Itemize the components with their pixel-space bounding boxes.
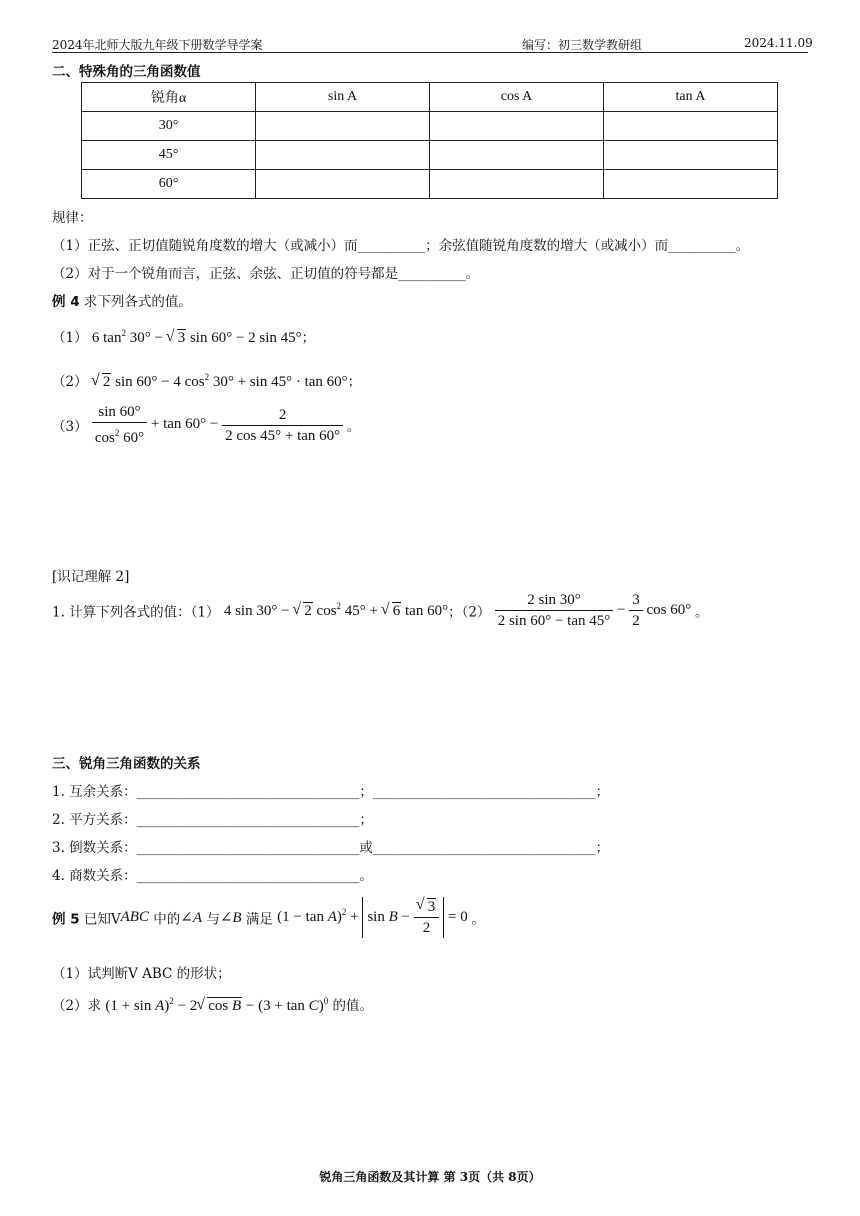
rule-1: （1）正弦、正切值随锐角度数的增大（或减小）而__________；余弦值随锐角度数的增大（或减小）而__________。 [52, 238, 750, 254]
recall-question-1: 1. 计算下列各式的值：（1） 4 sin 30° − √ 2 $\cos^2 45^\circ$ + √ 6 tan 60°；（2） $\frac{2 \sin 30^\circ}{2 \sin 60^\circ - \tan 45^\circ}$ − $\frac{3}{2}$ cos 60° 。 [52, 590, 708, 631]
formula-recall-1: 4 sin 30° − √ 2 $\cos^2 45^\circ$ + √ 6 tan 60° [224, 603, 448, 619]
example5-label: 例 5 [52, 911, 80, 928]
table-cell-blank[interactable] [430, 141, 604, 170]
question-mid: ；（2） [448, 604, 491, 621]
table-cell-blank[interactable] [604, 112, 778, 141]
table-cell-blank[interactable] [256, 141, 430, 170]
formula-1: 6 $\tan^2 30^\circ$ − √ 3 sin 60° − 2 sin 45° [92, 330, 302, 346]
table-header-cos: cos A [430, 83, 604, 112]
table-cell-blank[interactable] [604, 141, 778, 170]
section2-title: 二、特殊角的三角函数值 [52, 64, 201, 80]
example4-part3: （3） $\frac{\sin 60^\circ}{\cos^2 60^\circ}$ + tan 60° − $\frac{2}{2 \cos 45^\circ + \tan 60^\circ}$ 。 [52, 404, 361, 446]
recall-title: [识记理解 2] [52, 569, 130, 585]
formula-3: $\frac{\sin 60^\circ}{\cos^2 60^\circ}$ + tan 60° − $\frac{2}{2 \cos 45^\circ + \tan 60^\circ}$ [92, 416, 347, 432]
rules-title: 规律： [52, 210, 93, 226]
formula-condition: $(1 - \tan A)^2 + \sin B$ − √ $\frac{3}{2}$ = 0 [277, 909, 471, 925]
header-center: 编写：初三数学教研组 [522, 38, 643, 52]
page-footer: 锐角三角函数及其计算 第 3页（共 8页） [319, 1170, 541, 1184]
example4-part1: （1） 6 $\tan^2 30^\circ$ − √ 3 sin 60° − 2 sin 45°； [52, 326, 315, 347]
example5-text: 满足 [245, 911, 273, 928]
relation-quotient: 4. 商数关系：_________________________________。 [52, 868, 373, 884]
section3-title: 三、锐角三角函数的关系 [52, 756, 201, 772]
table-row-angle: 30° [82, 112, 256, 141]
table-header-sin: sin A [256, 83, 430, 112]
table-row [82, 141, 778, 170]
table-header-tan: tan A [604, 83, 778, 112]
example5-text: 已知V [83, 911, 121, 928]
example5-heading: 例 5 已知VABC 中的∠A 与∠B 满足 $(1 - \tan A)^2 + \sin B$ − √ $\frac{3}{2}$ = 0 。 [52, 897, 485, 938]
example5-text: 与 [206, 911, 220, 928]
table-row [82, 112, 778, 141]
table-row-angle: 60° [82, 170, 256, 199]
part-number: （1） [52, 330, 88, 346]
relation-reciprocal: 3. 倒数关系：_________________________________或_________________________________； [52, 840, 610, 856]
relation-complementary: 1. 互余关系：_________________________________；_________________________________； [52, 784, 610, 800]
part-number: （2） [52, 374, 88, 390]
example4-heading [52, 290, 192, 310]
table-cell-blank[interactable] [256, 112, 430, 141]
table-row-angle: 45° [82, 141, 256, 170]
question-prefix: 1. 计算下列各式的值：（1） [52, 604, 220, 621]
table-cell-blank[interactable] [604, 170, 778, 199]
trig-value-table [81, 82, 778, 199]
formula-2: √ 2 sin 60° − 4 $\cos^2 30^\circ + \sin 45^\circ \cdot \tan 60^\circ$ [92, 374, 348, 390]
question-prefix: （2）求 [52, 998, 102, 1014]
header-left: 2024年北师大版九年级下册数学导学案 [52, 38, 263, 52]
example5-part2 [52, 994, 373, 1015]
formula-recall-2: $\frac{2 \sin 30^\circ}{2 \sin 60^\circ - \tan 45^\circ}$ − $\frac{3}{2}$ cos 60° [495, 602, 695, 618]
part-number: （3） [52, 419, 88, 435]
header-rule [52, 52, 808, 53]
relation-square: 2. 平方关系：_________________________________； [52, 812, 373, 828]
formula-example5-2: $(1 + \sin A)^2 - 2√$ $\cos B - (3 + \tan C)^0$ [105, 998, 328, 1014]
example4-part2: （2） √ 2 sin 60° − 4 $\cos^2 30^\circ + \sin 45^\circ \cdot \tan 60^\circ$； [52, 370, 361, 391]
example5-text: 中的 [153, 911, 181, 928]
table-header-row [82, 83, 778, 112]
table-cell-blank[interactable] [430, 112, 604, 141]
table-header-angle: 锐角α [82, 83, 256, 112]
table-cell-blank[interactable] [430, 170, 604, 199]
question-suffix: 的值。 [332, 998, 373, 1014]
header-date: 2024.11.09 [744, 36, 813, 50]
rule-2: （2）对于一个锐角而言，正弦、余弦、正切值的符号都是__________。 [52, 266, 480, 282]
example4-prompt: 求下列各式的值。 [83, 294, 192, 310]
example4-label: 例 4 [52, 294, 80, 310]
example5-part1: （1）试判断V ABC 的形状； [52, 966, 231, 982]
table-row [82, 170, 778, 199]
table-cell-blank[interactable] [256, 170, 430, 199]
